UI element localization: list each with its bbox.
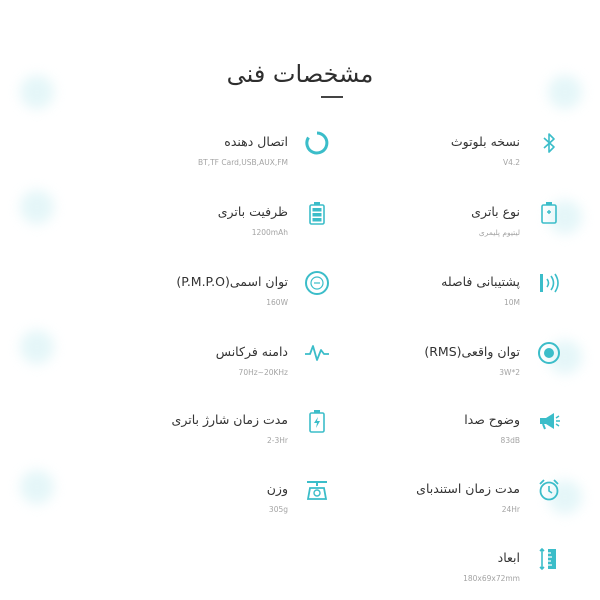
spec-value: 305g (268, 505, 288, 514)
battery-cell-icon (536, 200, 562, 226)
specs-panel (72, 0, 528, 600)
spec-sound-clarity (362, 408, 562, 454)
spec-range (362, 270, 562, 316)
spec-label: اتصال دهنده (224, 134, 288, 149)
spec-label: پشتیبانی فاصله (441, 274, 520, 289)
spec-battery-type (362, 200, 562, 246)
title-underline (321, 96, 343, 98)
spec-label: وزن (266, 481, 288, 496)
spec-label: دامنه فرکانس (215, 344, 288, 359)
spec-bluetooth-version (362, 130, 562, 176)
spec-rms-power (362, 340, 562, 386)
alarm-clock-icon (536, 477, 562, 503)
connector-ring-icon (304, 130, 330, 156)
spec-value: 70Hz~20KHz (238, 368, 288, 377)
spec-label: توان اسمی(P.M.P.O) (176, 274, 288, 289)
blurred-background-icon (20, 330, 54, 364)
spec-value: 24Hr (501, 505, 520, 514)
spec-frequency-range (130, 340, 330, 386)
spec-pmpo-power (130, 270, 330, 316)
spec-value: BT,TF Card,USB,AUX,FM (197, 158, 288, 167)
battery-capacity-icon (304, 200, 330, 226)
spec-label: ظرفیت باتری (217, 204, 288, 219)
spec-battery-capacity (130, 200, 330, 246)
battery-charging-icon (304, 408, 330, 434)
spec-value: 83dB (500, 436, 520, 445)
megaphone-icon (536, 408, 562, 434)
blurred-background-icon (20, 75, 54, 109)
spec-value: 1200mAh (251, 228, 288, 237)
spec-value: 160W (266, 298, 288, 307)
spec-label: توان واقعی(RMS) (424, 344, 520, 359)
blurred-background-icon (20, 470, 54, 504)
spec-value: 180x69x72mm (463, 574, 520, 583)
spec-weight (130, 477, 330, 523)
weight-scale-icon (304, 477, 330, 503)
blurred-background-icon (548, 75, 582, 109)
spec-label: نوع باتری (471, 204, 520, 219)
ruler-icon (536, 546, 562, 572)
spec-standby-time (362, 477, 562, 523)
spec-label: ابعاد (497, 550, 520, 565)
spec-dimensions (362, 546, 562, 592)
spec-charging-time (130, 408, 330, 454)
spec-value: 2-3Hr (267, 436, 288, 445)
spec-value: 3W*2 (499, 368, 520, 377)
power-circle-icon (536, 340, 562, 366)
bluetooth-icon (536, 130, 562, 156)
spec-value: 10M (503, 298, 520, 307)
spec-label: نسخه بلوتوث (450, 134, 520, 149)
spec-label: وضوح صدا (464, 412, 520, 427)
frequency-wave-icon (304, 340, 330, 366)
spec-value: لیتیوم پلیمری (478, 228, 520, 237)
signal-range-icon (536, 270, 562, 296)
blurred-background-icon (20, 190, 54, 224)
spec-connector (130, 130, 330, 176)
spec-label: مدت زمان شارژ باتری (171, 412, 288, 427)
page-title: مشخصات فنی (226, 60, 374, 88)
spec-value: V4.2 (502, 158, 520, 167)
spec-label: مدت زمان استندبای (416, 481, 520, 496)
power-rating-icon (304, 270, 330, 296)
